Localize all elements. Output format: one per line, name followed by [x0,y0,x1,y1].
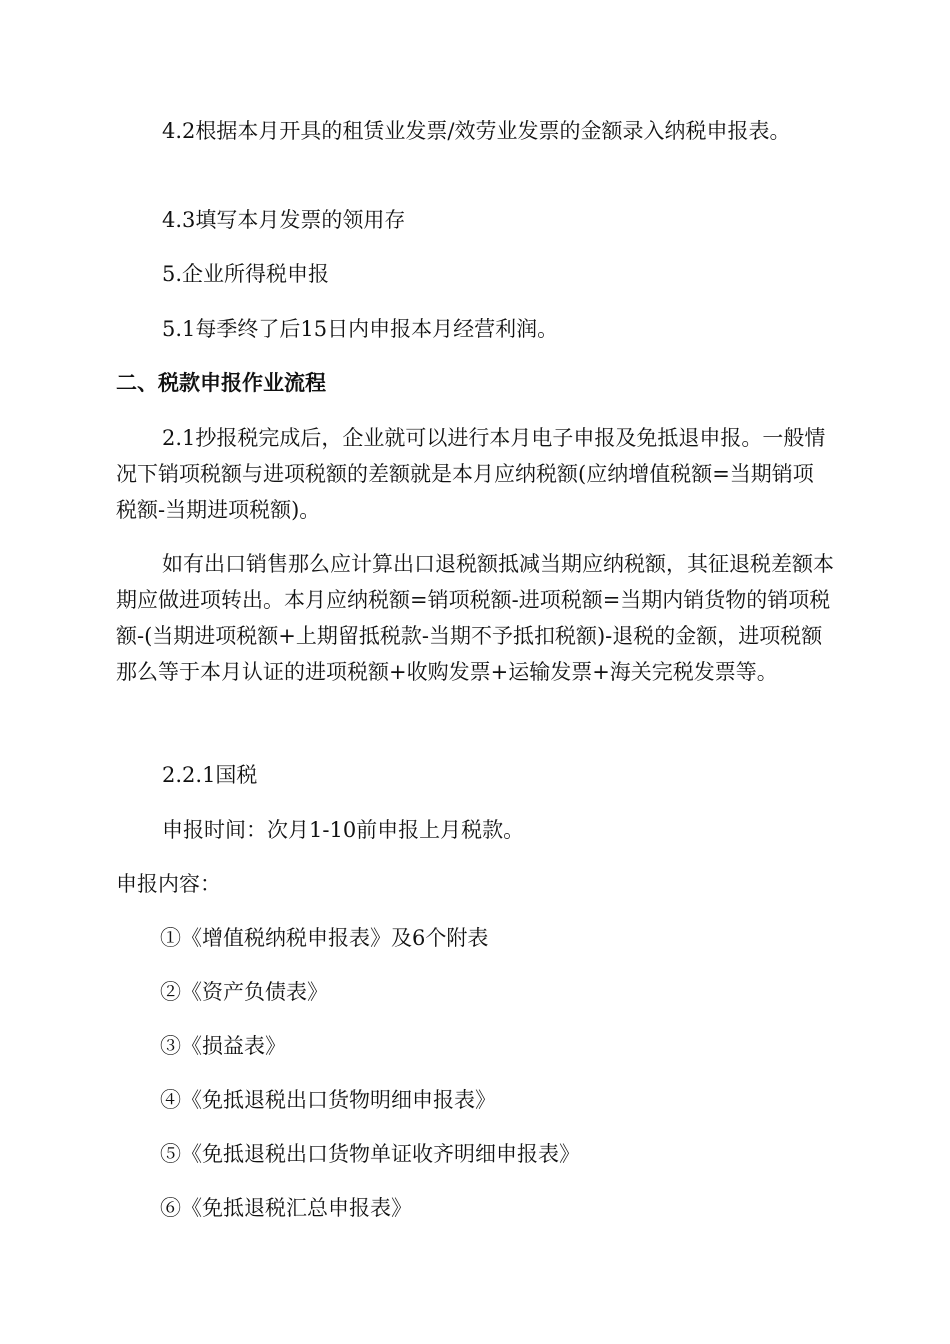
paragraph-2-1: 2.1抄报税完成后，企业就可以进行本月电子申报及免抵退申报。一般情况下销项税额与进项税额的差额就是本月应纳税额(应纳增值税额=当期销项税额-当期进项税额)。 [116,426,826,522]
section-heading: 二、税款申报作业流程 [116,371,326,395]
list-item: ④《免抵退税出口货物明细申报表》 [160,1088,496,1112]
paragraph-4-3: 4.3填写本月发票的领用存 [162,208,406,232]
paragraph-5: 5.企业所得税申报 [162,262,330,286]
list-item: ③《损益表》 [160,1034,286,1058]
paragraph-5-1: 5.1每季终了后15日内申报本月经营利润。 [162,317,559,341]
list-item: ⑥《免抵退税汇总申报表》 [160,1196,412,1220]
list-item: ⑤《免抵退税出口货物单证收齐明细申报表》 [160,1142,580,1166]
paragraph-4-2: 4.2根据本月开具的租赁业发票/效劳业发票的金额录入纳税申报表。 [162,119,791,143]
paragraph-declare-content-label: 申报内容： [116,872,221,896]
list-item: ①《增值税纳税申报表》及6个附表 [160,926,489,950]
paragraph-2-2-1: 2.2.1国税 [162,763,258,787]
paragraph-export: 如有出口销售那么应计算出口退税额抵减当期应纳税额，其征退税差额本期应做进项转出。本月应纳税额=销项税额-进项税额=当期内销货物的销项税额-(当期进项税额+上期留抵税款-当期不予抵扣税额)-退税的金额，进项税额那么等于本月认证的进项税额+收购发票+运输发票+海关完税发票等。 [116,552,834,684]
list-item: ②《资产负债表》 [160,980,328,1004]
paragraph-declare-time: 申报时间：次月1-10前申报上月税款。 [162,818,525,842]
